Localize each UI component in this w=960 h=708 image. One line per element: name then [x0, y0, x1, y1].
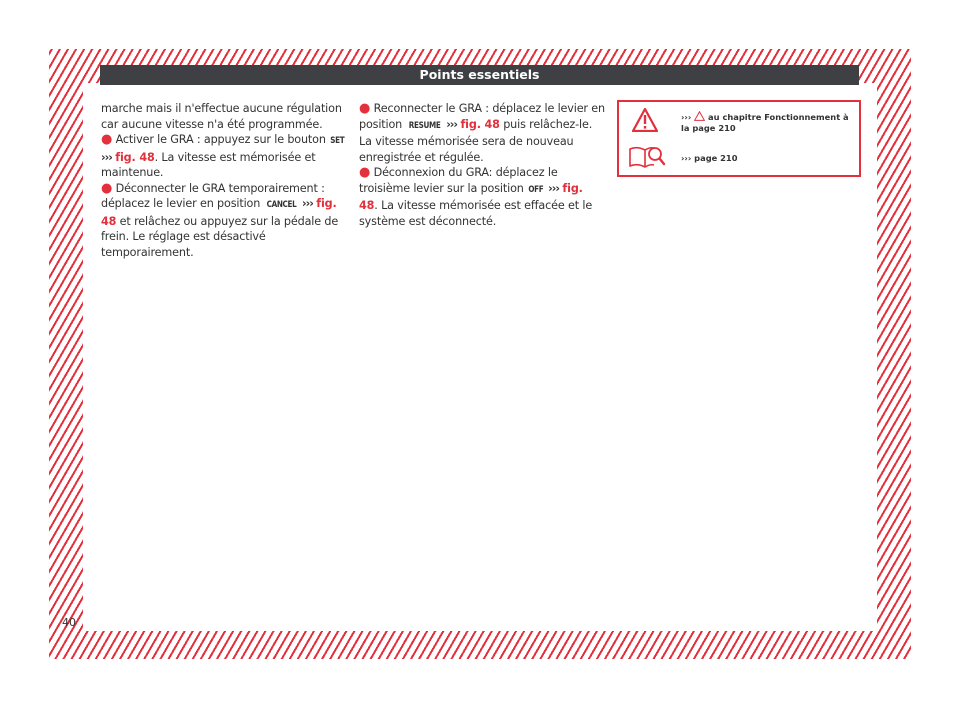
page-number: 40 [62, 616, 76, 629]
figure-link[interactable]: fig. 48 [359, 181, 583, 212]
list-item: ● Activer le GRA : appuyez sur le bouton SET ››› fig. 48. La vitesse est mémorisée et maintenue. [101, 132, 345, 179]
page-link[interactable]: page 210 [691, 153, 738, 163]
key-label-cancel: CANCEL [266, 200, 296, 210]
chevron-icon: ››› [446, 117, 458, 131]
bullet-icon: ● [359, 165, 371, 180]
note-box [617, 100, 861, 177]
key-label-resume: RESUME [408, 120, 440, 131]
figure-link[interactable]: fig. 48 [460, 117, 500, 131]
chevron-icon: ››› [681, 112, 692, 122]
column-middle [359, 101, 605, 229]
paragraph-continuation: marche mais il n'effectue aucune régulation car aucune vitesse n'a été programmée. [101, 102, 342, 131]
list-item: ● Déconnecter le GRA temporairement : déplacez le levier en position CANCEL ››› fig. 48 et relâchez ou appuyez sur la pédale de frein. Le réglage est désactivé temporairement. [101, 180, 339, 259]
bullet-icon: ● [101, 180, 113, 196]
book-magnifier-icon [628, 143, 666, 169]
column-left [101, 101, 347, 260]
chevron-icon: ››› [101, 150, 112, 164]
key-label-off: OFF [528, 184, 544, 195]
figure-link[interactable]: fig. 48 [101, 197, 337, 228]
chevron-icon: ››› [681, 153, 692, 163]
list-item: ● Déconnexion du GRA: déplacez le troisième levier sur la position OFF ››› fig. 48. La vitesse mémorisée est effacée et le système est déconnecté. [359, 165, 593, 228]
list-item: ● Reconnecter le GRA : déplacez le levier en position RESUME ››› fig. 48 puis relâchez-le. La vitesse mémorisée sera de nouveau enregistrée et régulée. [359, 101, 605, 164]
chapter-link[interactable]: au chapitre Fonctionnement à la page 210 [681, 112, 849, 133]
bullet-icon: ● [101, 132, 113, 147]
chevron-icon: ››› [548, 181, 560, 195]
bullet-icon: ● [359, 101, 371, 116]
warning-triangle-icon [694, 111, 705, 121]
section-title: Points essentiels [419, 67, 540, 82]
note-warning-reference [681, 111, 851, 134]
chevron-icon: ››› [301, 197, 313, 210]
note-page-reference [681, 153, 851, 164]
figure-link[interactable]: fig. 48 [115, 150, 155, 164]
warning-triangle-icon [632, 108, 658, 132]
section-header [100, 65, 859, 85]
key-label-set: SET [330, 136, 345, 146]
